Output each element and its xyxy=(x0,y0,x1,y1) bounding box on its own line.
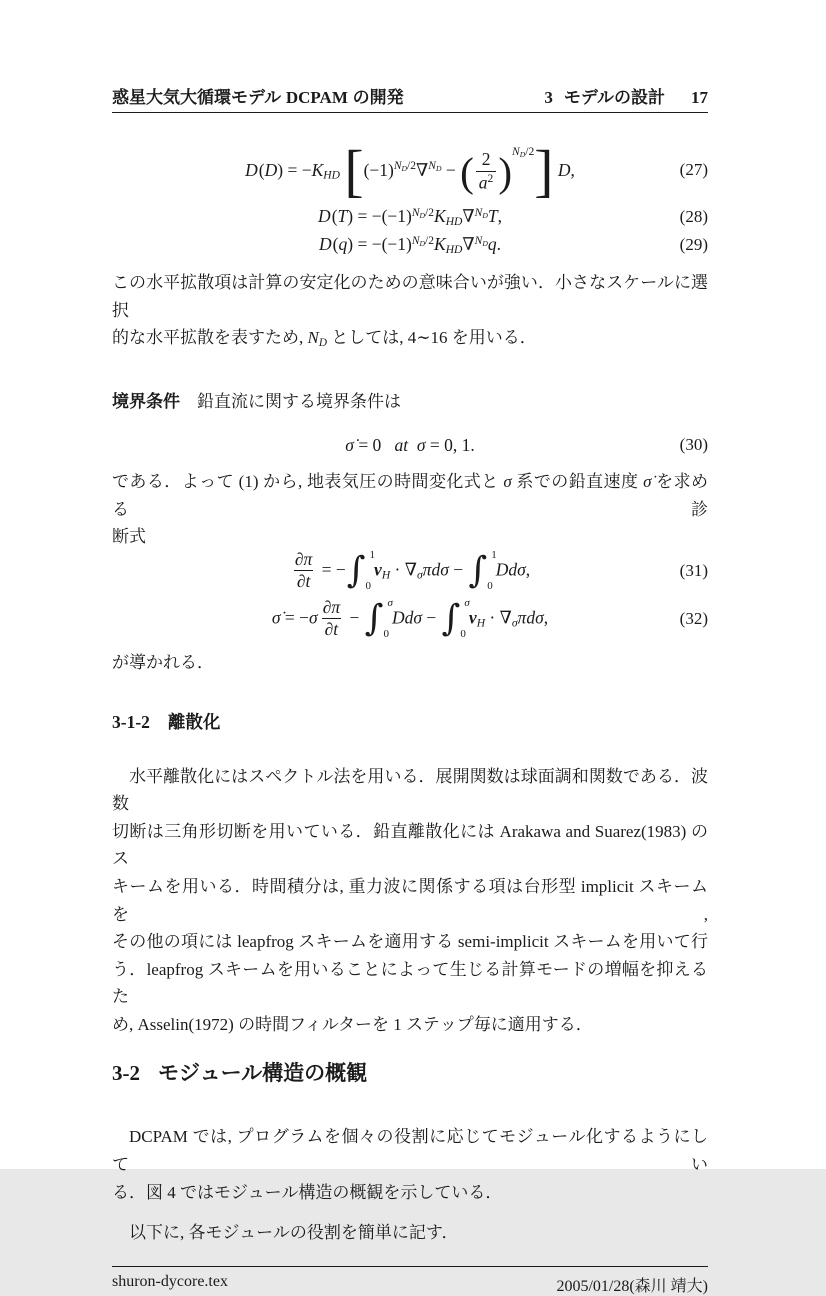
paragraph-horizontal-diffusion xyxy=(112,269,708,358)
math-fraction xyxy=(320,597,343,642)
math-token: d xyxy=(526,606,536,627)
math-token: 系での鉛直速度 xyxy=(511,472,644,492)
section-heading-3-1-2 xyxy=(112,709,708,736)
math-token: = 0, 1. xyxy=(425,434,475,455)
math-token xyxy=(366,581,372,592)
math-token: σ̇ xyxy=(643,472,652,492)
math-token: ( xyxy=(258,159,265,180)
math-token xyxy=(460,629,466,640)
math-token: at xyxy=(394,434,409,455)
math-fraction xyxy=(292,549,315,594)
math-token: ) = −(−1) xyxy=(347,234,412,255)
equation-30-body xyxy=(345,435,474,456)
equation-28-number: (28) xyxy=(679,207,708,226)
integral-limits xyxy=(487,548,497,592)
inline-bold-label: 境界条件 xyxy=(112,391,180,411)
equation-32-number: (32) xyxy=(679,608,708,628)
math-token xyxy=(408,435,417,455)
math-token: σ̇ xyxy=(271,606,281,627)
math-token xyxy=(479,149,494,171)
math-token xyxy=(487,581,493,592)
math-token xyxy=(322,618,342,641)
equation-27 xyxy=(112,137,708,203)
math-token: D xyxy=(519,149,526,159)
subscript xyxy=(477,617,485,629)
math-token: π xyxy=(422,558,432,579)
integral-sign: ∫ xyxy=(364,597,384,639)
math-token: σ xyxy=(440,558,449,579)
running-title-jp2: の開発 xyxy=(347,88,404,107)
math-token: = − xyxy=(317,558,346,579)
math-token: a xyxy=(478,172,488,193)
text-line xyxy=(112,388,708,416)
math-token: D xyxy=(419,238,426,248)
paragraph-module-roles xyxy=(112,1219,708,1247)
math-token: v xyxy=(374,558,382,579)
math-token xyxy=(388,598,394,609)
math-token: ∇ xyxy=(462,234,475,255)
math-token: D xyxy=(319,234,333,255)
integral xyxy=(346,548,376,592)
math-token: N xyxy=(512,145,520,158)
math-token: , xyxy=(570,159,575,180)
math-token: ( xyxy=(460,148,474,195)
text-line: が導かれる． xyxy=(112,652,214,672)
math-token: · ∇ xyxy=(390,558,417,579)
math-token: N xyxy=(428,160,436,173)
paragraph-diagnostic-intro xyxy=(112,468,708,551)
integral-limits xyxy=(365,548,376,592)
math-token: − xyxy=(441,159,461,180)
equation-29-number: (29) xyxy=(679,235,708,254)
math-token: · ∇ xyxy=(485,606,512,627)
math-token: q xyxy=(487,234,497,255)
equation-31-number: (31) xyxy=(679,560,708,580)
paragraph-module-overview xyxy=(112,1123,708,1206)
math-token: D xyxy=(482,238,488,248)
math-token: 2 xyxy=(481,149,491,170)
math-token: 0 xyxy=(460,627,466,640)
math-token xyxy=(294,570,314,593)
math-token: σ xyxy=(503,472,512,492)
text-line: その他の項には leapfrog スキームを適用する semi-implicit スキームを用いて行 xyxy=(112,932,708,952)
footer-filename: shuron-dycore.tex xyxy=(112,1272,228,1290)
math-token: ∂t xyxy=(324,619,339,640)
equation-27-body xyxy=(245,139,575,203)
equation-28-body xyxy=(318,206,502,228)
math-token: , xyxy=(525,558,531,579)
text-line: る．図 4 ではモジュール構造の概観を示している． xyxy=(112,1182,503,1202)
math-token: D xyxy=(482,210,488,220)
paragraph-boundary-condition xyxy=(112,388,708,416)
math-token: ) = −(−1) xyxy=(347,206,412,227)
page-number: 17 xyxy=(691,88,708,107)
footer-rule xyxy=(112,1266,708,1267)
math-token: 0 xyxy=(487,579,493,592)
text-line: 断式 xyxy=(112,527,146,547)
subscript xyxy=(446,216,463,228)
superscript xyxy=(412,207,434,219)
math-token: HD xyxy=(445,243,463,256)
math-token xyxy=(491,550,497,561)
math-token xyxy=(370,550,376,561)
math-token: N xyxy=(411,234,420,247)
equation-32 xyxy=(112,593,708,645)
integral xyxy=(441,596,470,640)
math-token: /2 xyxy=(525,145,535,158)
superscript xyxy=(475,235,488,247)
superscript xyxy=(475,207,488,219)
math-token: σ xyxy=(535,606,544,627)
running-section xyxy=(544,87,708,109)
math-token: H xyxy=(476,616,486,629)
math-token: σ xyxy=(517,558,526,579)
math-token: ] xyxy=(534,139,554,203)
math-token: D xyxy=(264,159,278,180)
math-token: π xyxy=(517,606,527,627)
math-token: d xyxy=(508,558,518,579)
integral-limits xyxy=(460,596,470,640)
equation-29 xyxy=(112,231,708,259)
superscript xyxy=(412,235,434,247)
subscript xyxy=(446,244,463,256)
math-token: /2 xyxy=(425,234,435,247)
equation-27-number: (27) xyxy=(679,160,708,179)
math-token: d xyxy=(431,558,441,579)
math-token: H xyxy=(381,568,391,581)
math-token: , xyxy=(543,606,549,627)
math-token: HD xyxy=(323,169,340,182)
text-line: キームを用いる．時間積分は, 重力波に関係する項は台形型 implicit スキームを, xyxy=(112,876,708,924)
math-token: σ xyxy=(464,596,470,609)
superscript xyxy=(394,160,416,172)
text-line xyxy=(112,324,708,357)
math-token: N xyxy=(411,206,420,219)
math-token: ∂π xyxy=(322,596,341,617)
equation-31 xyxy=(112,545,708,597)
integral-sign: ∫ xyxy=(441,597,461,639)
math-token: 1 xyxy=(491,548,497,561)
math-token: HD xyxy=(445,215,463,228)
math-token: − xyxy=(345,606,364,627)
math-token: N xyxy=(393,160,402,173)
math-token: = 0 xyxy=(353,434,382,455)
subscript xyxy=(323,170,340,182)
math-token xyxy=(381,435,394,455)
math-token: σ xyxy=(413,606,423,627)
equation-30 xyxy=(112,431,708,459)
superscript xyxy=(488,173,494,185)
math-token: N xyxy=(307,328,319,348)
math-token: q xyxy=(338,234,348,255)
math-token: σ xyxy=(387,596,393,609)
math-token: (−1) xyxy=(363,159,394,180)
math-token: /2 xyxy=(407,160,417,173)
equation-31-body xyxy=(290,549,530,594)
section-3-2-title: モジュール構造の概観 xyxy=(158,1062,368,1086)
math-token: σ̇ xyxy=(345,434,354,455)
math-token: である．よって (1) から, 地表気圧の時間変化式と xyxy=(112,472,504,492)
section-3-2-number: 3-2 xyxy=(112,1061,140,1086)
math-token: D xyxy=(419,210,426,220)
text-line xyxy=(112,468,708,523)
text-line: この水平拡散項は計算の安定化のための意味合いが強い．小さなスケールに選択 xyxy=(112,273,708,320)
math-token: , xyxy=(497,206,502,227)
section-3-1-2-title: 離散化 xyxy=(167,711,221,732)
text-line: DCPAM では, プログラムを個々の役割に応じてモジュール化するようにしてい xyxy=(112,1127,708,1175)
math-token: σ xyxy=(416,568,423,581)
math-token xyxy=(292,549,315,571)
math-token: 0 xyxy=(383,627,389,640)
math-token: 2 xyxy=(487,172,494,185)
math-token: としては, 4∼16 を用いる． xyxy=(326,328,537,348)
superscript xyxy=(428,160,441,172)
math-token: ∂t xyxy=(296,571,311,592)
math-token: 0 xyxy=(365,579,372,592)
text-line: め, Asselin(1972) の時間フィルターを 1 ステップ毎に適用する． xyxy=(112,1014,593,1034)
math-token: 1 xyxy=(369,548,376,561)
math-token: . xyxy=(496,234,501,255)
math-token: σ xyxy=(416,434,426,455)
math-token: T xyxy=(337,206,348,227)
header-rule xyxy=(112,112,708,113)
math-token: 的な水平拡散を表すため, xyxy=(112,328,308,348)
math-token: D xyxy=(435,164,442,174)
math-token: K xyxy=(311,159,324,180)
integral xyxy=(468,548,497,592)
running-title-latin: DCPAM xyxy=(285,88,348,107)
footer-date-author: 2005/01/28(森川 靖大) xyxy=(556,1277,708,1295)
math-token: σ xyxy=(309,606,318,627)
math-token: 鉛直流に関する境界条件は xyxy=(180,391,401,411)
math-token: K xyxy=(434,234,446,255)
math-token xyxy=(464,598,470,609)
equation-32-body xyxy=(272,597,548,642)
math-token: N xyxy=(474,206,483,219)
superscript xyxy=(512,146,534,158)
math-token: D xyxy=(495,558,509,579)
text-line: 以下に, 各モジュールの役割を簡単に記す． xyxy=(129,1223,459,1243)
page-footer xyxy=(112,1273,708,1296)
page-header xyxy=(112,0,708,109)
text-line: う．leapfrog スキームを用いることによって生じる計算モードの増幅を抑えるた xyxy=(112,959,708,1007)
math-token: − xyxy=(448,558,468,579)
math-token xyxy=(384,629,390,640)
paragraph-discretization xyxy=(112,763,708,1039)
math-token: ∇ xyxy=(416,159,429,180)
math-token: を求める診 xyxy=(112,472,709,519)
section-3-1-2-number: 3-1-2 xyxy=(112,711,150,732)
math-token: ∇ xyxy=(462,206,475,227)
subscript xyxy=(382,569,390,581)
math-token: D xyxy=(401,164,408,174)
math-token: d xyxy=(404,606,414,627)
text-line: 切断は三角形切断を用いている．鉛直離散化には Arakawa and Suarez(1983) のス xyxy=(112,821,708,869)
math-token: /2 xyxy=(425,206,435,219)
math-token: N xyxy=(474,234,483,247)
math-token: D xyxy=(245,159,259,180)
math-token: ( xyxy=(332,234,339,255)
equation-30-number: (30) xyxy=(679,435,708,455)
math-token: = − xyxy=(280,606,310,627)
math-token: T xyxy=(487,206,498,227)
running-title xyxy=(112,87,404,109)
math-token: D xyxy=(392,606,405,627)
math-token: ∂π xyxy=(294,548,313,569)
math-token: K xyxy=(434,206,446,227)
math-token: D xyxy=(318,336,327,349)
integral xyxy=(364,596,393,640)
math-token: D xyxy=(318,206,332,227)
running-title-jp1: 惑星大気大循環モデル xyxy=(112,88,286,107)
integral-limits xyxy=(384,598,391,640)
math-token: σ xyxy=(511,616,518,629)
math-token: − xyxy=(422,606,441,627)
math-token: D xyxy=(557,159,571,180)
integral-sign: ∫ xyxy=(468,549,488,591)
equation-28 xyxy=(112,203,708,231)
math-token: ) xyxy=(498,148,513,195)
math-token xyxy=(320,597,343,619)
math-token: v xyxy=(468,606,477,627)
integral-sign: ∫ xyxy=(346,549,366,591)
running-section-title: モデルの設計 xyxy=(563,88,665,107)
math-token: [ xyxy=(344,139,364,203)
subscript xyxy=(319,337,327,349)
paragraph-derived xyxy=(112,649,708,677)
equation-29-body xyxy=(319,234,501,256)
math-token: ) = − xyxy=(277,159,312,180)
running-section-number: 3 xyxy=(544,88,553,107)
math-fraction xyxy=(476,149,497,194)
math-token xyxy=(476,171,497,194)
math-token: ( xyxy=(331,206,338,227)
section-heading-3-2 xyxy=(112,1058,708,1089)
text-line: 水平離散化にはスペクトル法を用いる．展開関数は球面調和関数である．波数 xyxy=(112,766,708,814)
